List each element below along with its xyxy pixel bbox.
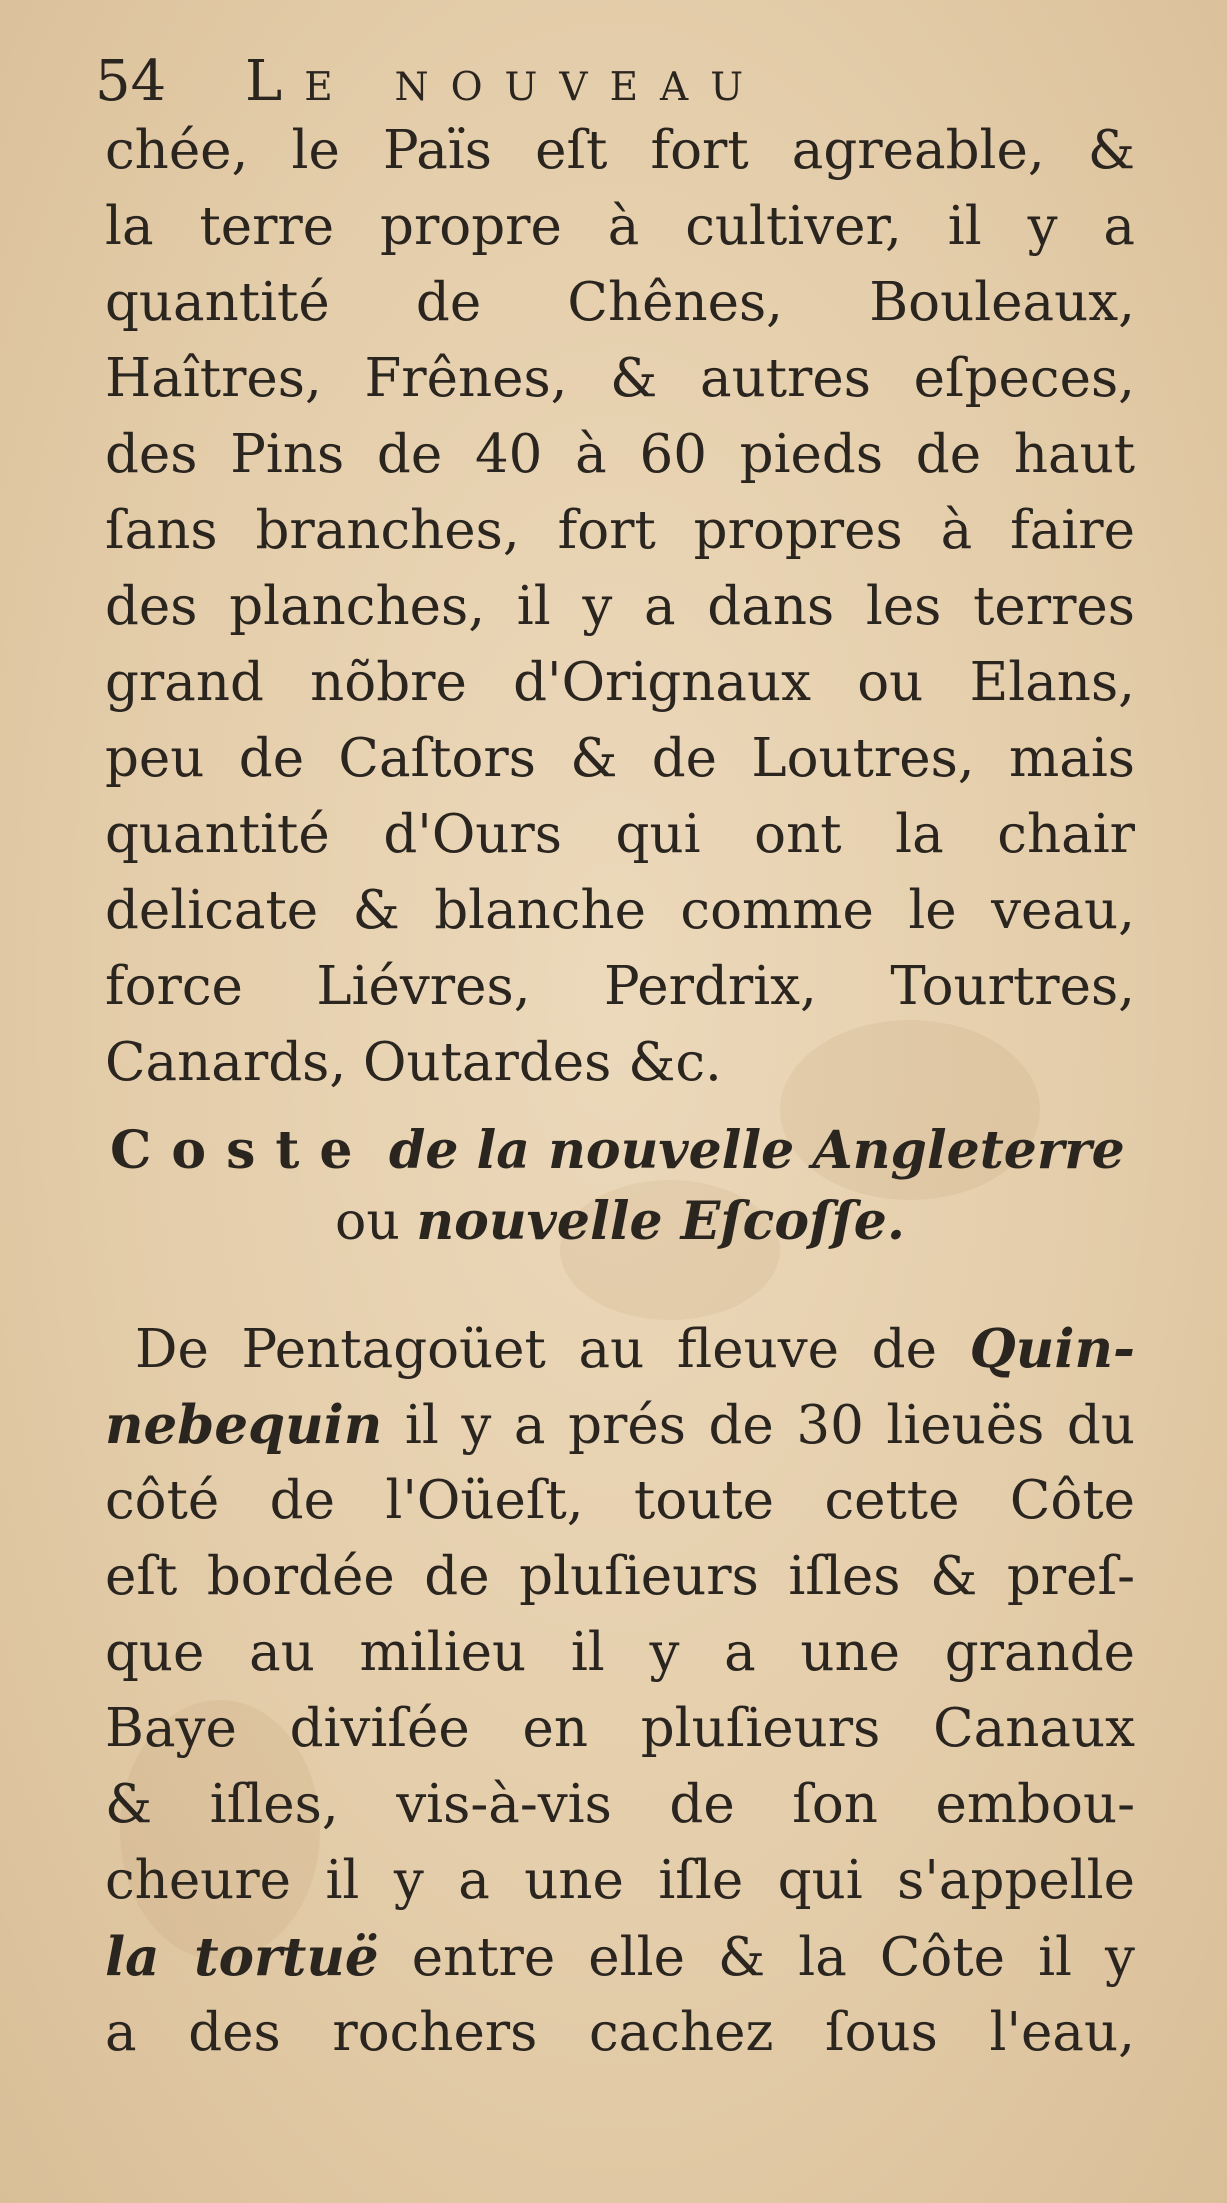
section-heading-word: ou [335, 1192, 400, 1252]
italic-run: la tortuë [105, 1926, 379, 1988]
page-number: 54 [95, 49, 167, 114]
text-line [105, 1918, 1135, 1996]
text-line: & iſles, vis-à-vis de ſon embou- [105, 1774, 1135, 1835]
italic-run: nebequin [105, 1394, 383, 1456]
section-heading-word: Coste [110, 1120, 373, 1181]
text-run: De Pentagoüet au fleuve de [135, 1319, 970, 1380]
text-line: grand nõbre d'Orignaux ou Elans, [105, 652, 1135, 713]
text-line [135, 1310, 1135, 1388]
page-header [95, 42, 1135, 122]
text-line: quantité de Chênes, Bouleaux, [105, 272, 1135, 333]
section-heading-italic: nouvelle Eſcoſſe. [416, 1191, 905, 1252]
text-line: que au milieu il y a une grande [105, 1622, 1135, 1683]
text-line: Haîtres, Frênes, & autres eſpeces, [105, 348, 1135, 409]
text-line: eſt bordée de pluſieurs iſles & preſ- [105, 1546, 1135, 1607]
text-line [105, 1386, 1135, 1464]
text-line: la terre propre à cultiver, il y a [105, 196, 1135, 257]
text-run: il y a prés de 30 lieuës du [382, 1395, 1135, 1456]
section-heading [110, 1112, 1130, 1190]
text-line: peu de Caſtors & de Loutres, mais [105, 728, 1135, 789]
text-line: cheure il y a une iſle qui s'appelle [105, 1850, 1135, 1911]
text-line: des Pins de 40 à 60 pieds de haut [105, 424, 1135, 485]
text-line: des planches, il y a dans les terres [105, 576, 1135, 637]
text-run: entre elle & la Côte il y [378, 1927, 1135, 1988]
text-line: force Liévres, Perdrix, Tourtres, [105, 956, 1135, 1017]
running-title: Le nouveau [245, 49, 766, 114]
section-heading-continued [110, 1183, 1130, 1261]
text-line: Baye diviſée en pluſieurs Canaux [105, 1698, 1135, 1759]
text-line: a des rochers cachez ſous l'eau, [105, 2002, 1135, 2063]
text-line: quantité d'Ours qui ont la chair [105, 804, 1135, 865]
italic-run: Quin- [969, 1318, 1135, 1380]
section-heading-italic: de la nouvelle Angleterre [388, 1120, 1125, 1181]
text-line: delicate & blanche comme le veau, [105, 880, 1135, 941]
text-line: côté de l'Oüeſt, toute cette Côte [105, 1470, 1135, 1531]
text-line: ſans branches, fort propres à faire [105, 500, 1135, 561]
text-line: chée, le Païs eſt fort agreable, & [105, 120, 1135, 181]
text-line: Canards, Outardes &c. [105, 1032, 722, 1093]
